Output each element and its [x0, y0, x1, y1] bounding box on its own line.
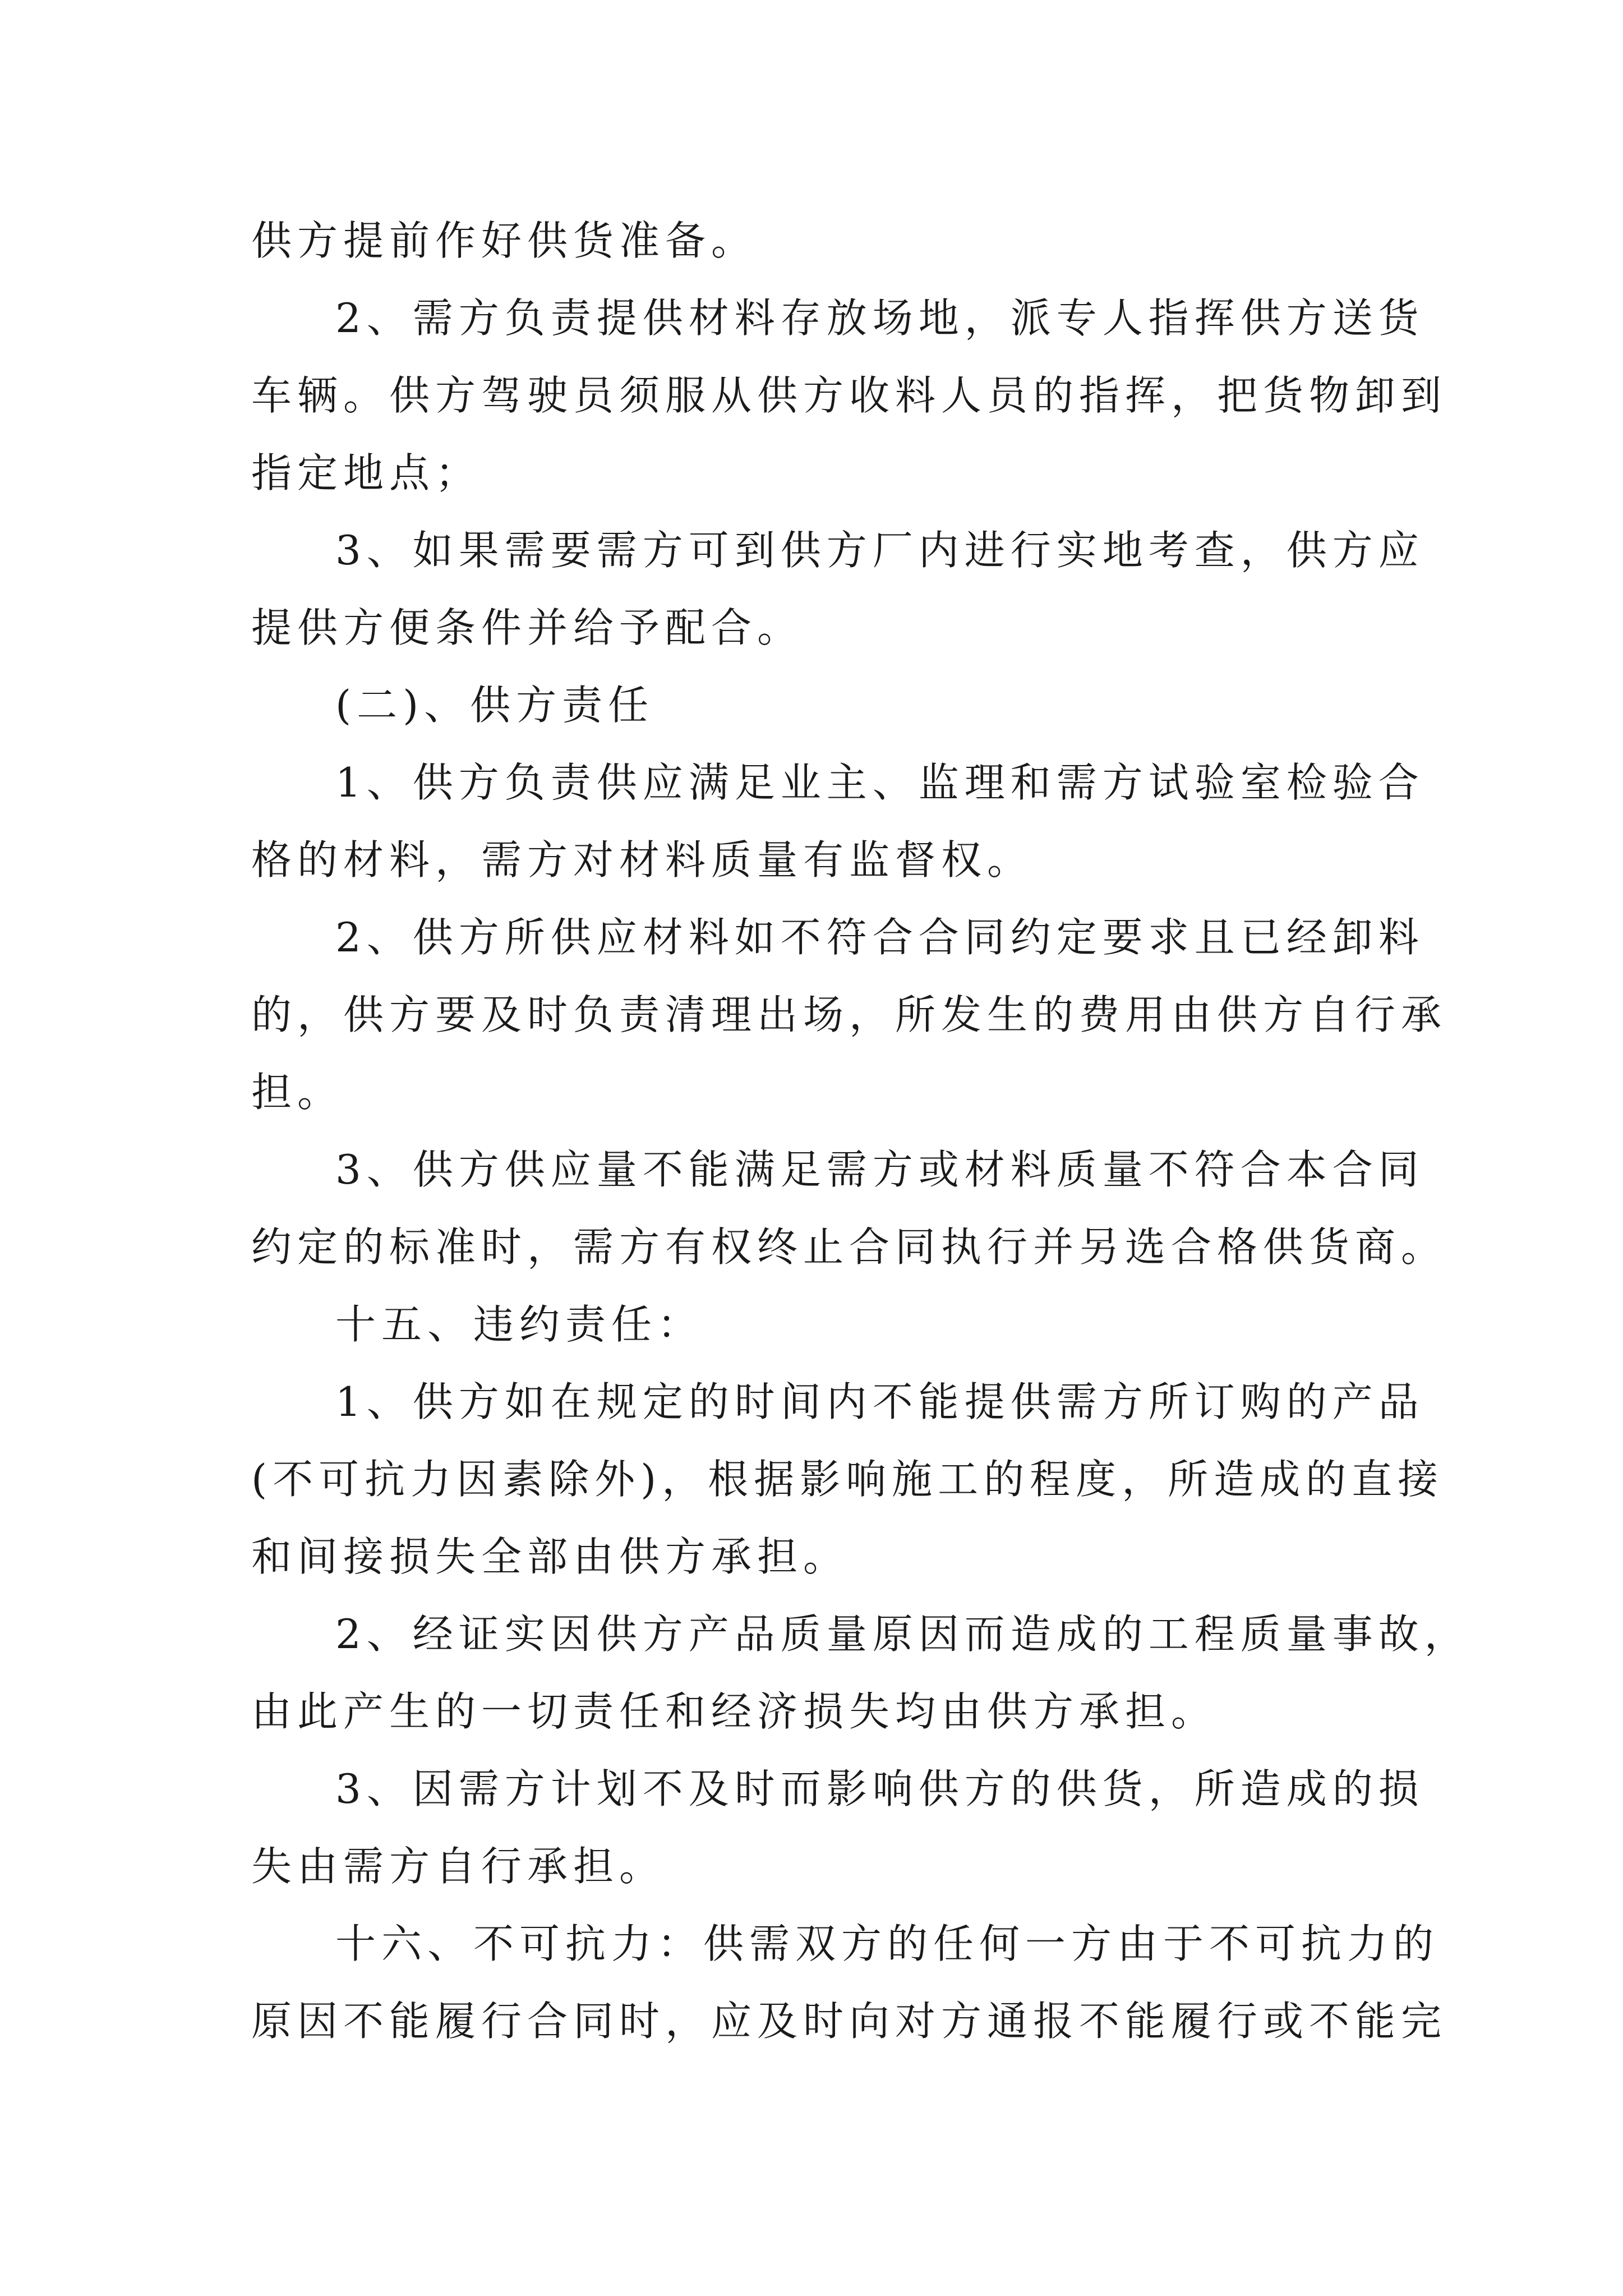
section-heading: 十五、违约责任：	[335, 1301, 704, 1348]
text-line: 3、因需方计划不及时而影响供方的供货，所造成的损	[335, 1765, 1424, 1812]
text-line: (不可抗力因素除外)，根据影响施工的程度，所造成的直接	[251, 1456, 1444, 1503]
text-line: 指定地点；	[251, 449, 482, 496]
text-line: 的，供方要及时负责清理出场，所发生的费用由供方自行承	[251, 991, 1447, 1038]
text-line: 担。	[251, 1069, 344, 1116]
text-line: 1、供方负责供应满足业主、监理和需方试验室检验合	[335, 759, 1424, 806]
text-line: 原因不能履行合同时，应及时向对方通报不能履行或不能完	[251, 1998, 1447, 2045]
text-line: 提供方便条件并给予配合。	[251, 604, 804, 651]
section-heading: (二)、供方责任	[335, 682, 654, 729]
text-line: 3、如果需要需方可到供方厂内进行实地考查，供方应	[335, 527, 1424, 574]
text-line: 2、需方负责提供材料存放场地，派专人指挥供方送货	[335, 295, 1424, 342]
text-line: 车辆。供方驾驶员须服从供方收料人员的指挥，把货物卸到	[251, 372, 1447, 419]
text-line: 3、供方供应量不能满足需方或材料质量不符合本合同	[335, 1146, 1424, 1193]
text-line: 2、供方所供应材料如不符合合同约定要求且已经卸料	[335, 914, 1424, 961]
text-line: 供方提前作好供货准备。	[251, 217, 758, 264]
document-body	[251, 202, 1470, 2060]
text-line: 1、供方如在规定的时间内不能提供需方所订购的产品	[335, 1378, 1424, 1425]
text-line: 约定的标准时，需方有权终止合同执行并另选合格供货商。	[251, 1223, 1447, 1271]
text-line: 格的材料，需方对材料质量有监督权。	[251, 836, 1034, 884]
text-line: 失由需方自行承担。	[251, 1843, 666, 1890]
text-line: 十六、不可抗力：供需双方的任何一方由于不可抗力的	[335, 1920, 1440, 1967]
text-line: 和间接损失全部由供方承担。	[251, 1533, 850, 1580]
text-line: 2、经证实因供方产品质量原因而造成的工程质量事故，	[335, 1611, 1470, 1658]
text-line: 由此产生的一切责任和经济损失均由供方承担。	[251, 1688, 1218, 1735]
